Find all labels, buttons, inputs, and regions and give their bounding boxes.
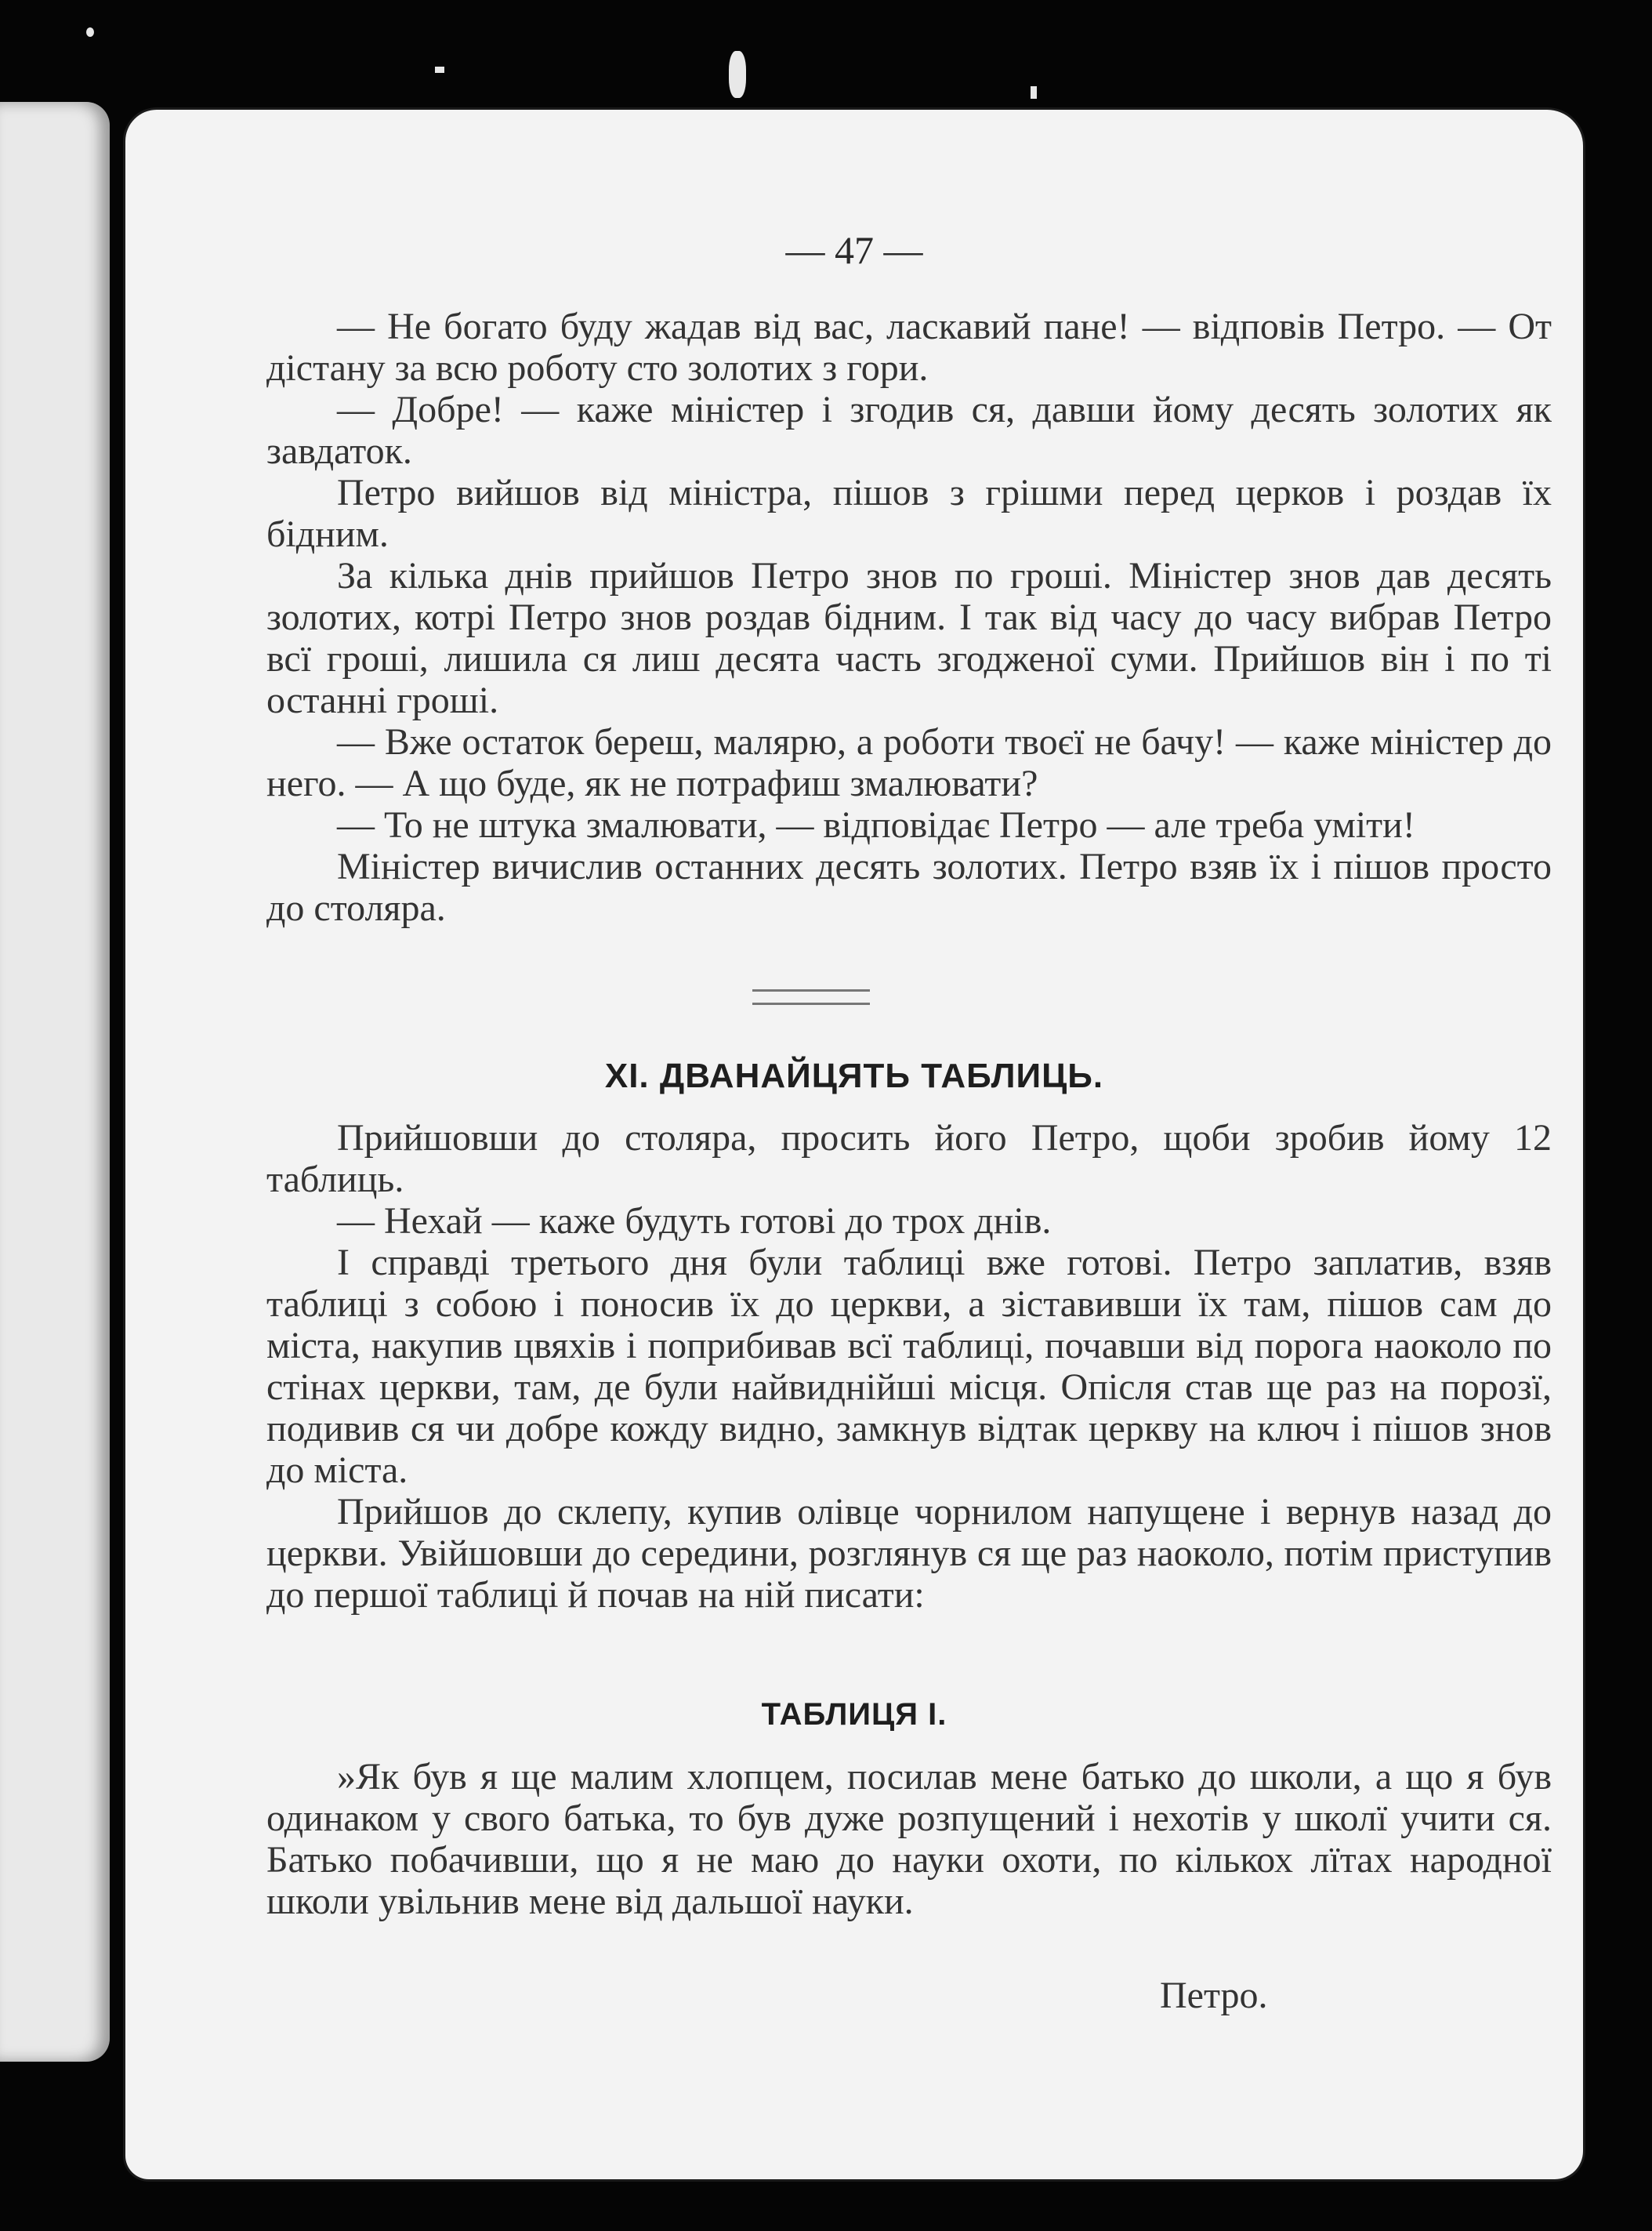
film-speck: [435, 67, 444, 73]
paragraph: — Нехай — каже будуть готові до трох днів.: [337, 1200, 1052, 1242]
paragraph: »Як був я ще малим хлопцем, посилав мене батько до школи, а що я був одинаком у свого батька, то був дуже розпущений і нехотів у школї учити ся. Батько побачивши, що я не маю до науки охоти, по кількох лїтах народної школи увільнив мене від дальшої науки.: [266, 1756, 1552, 1922]
table-title: ТАБЛИЦЯ I.: [761, 1697, 947, 1732]
paragraph: І справді третього дня були таблиці вже готові. Петро заплатив, взяв таблиці з собою і поносив їх до церкви, а зіставивши їх там, пішов сам до міста, накупив цвяхів і поприбивав всї таблиці, почавши від порога наоколо по стінах церкви, там, де були найвиднійші місця. Опісля став ще раз на порозї, подивив ся чи добре кожду видно, замкнув відтак церкву на ключ і пішов знов до міста.: [266, 1242, 1552, 1491]
paragraph: Прийшов до склепу, купив олівце чорнилом напущене і вернув назад до церкви. Увійшовши до середини, розглянув ся ще раз наоколо, потім приступив до першої таблиці й почав на ній писати:: [266, 1491, 1552, 1616]
section-divider: [752, 989, 870, 1005]
paragraph: — То не штука змалювати, — відповідає Петро — але треба уміти!: [337, 804, 1415, 846]
book-page: [125, 110, 1583, 2179]
paragraph: — Вже остаток береш, малярю, а роботи твоєї не бачу! — каже міністер до него. — А що буде, як не потрафиш змалювати?: [266, 721, 1552, 804]
paragraph: За кілька днів прийшов Петро знов по гроші. Міністер знов дав десять золотих, котрі Петро знов роздав бідним. І так від часу до часу вибрав Петро всї гроші, лишила ся лиш десята часть згодженої суми. Прийшов він і по ті останні гроші.: [266, 555, 1552, 721]
paragraph: — Не богато буду жадав від вас, ласкавий пане! — відповів Петро. — От дістану за всю роботу сто золотих з гори.: [266, 306, 1552, 389]
text-block-table: [266, 1756, 1552, 1922]
paragraph: — Добре! — каже міністер і згодив ся, давши йому десять золотих як завдаток.: [266, 389, 1552, 472]
adjacent-page-edge: [0, 102, 110, 2062]
film-speck: [729, 51, 746, 98]
page-number: — 47 —: [785, 228, 923, 272]
paragraph: Прийшовши до столяра, просить його Петро, щоби зробив йому 12 таблиць.: [266, 1117, 1552, 1200]
paragraph: Петро вийшов від міністра, пішов з грішми перед церков і роздав їх бідним.: [266, 472, 1552, 555]
chapter-title: XI. ДВАНАЙЦЯТЬ ТАБЛИЦЬ.: [604, 1057, 1104, 1095]
signature: Петро.: [1160, 1975, 1268, 2016]
text-block-top: [266, 306, 1552, 929]
text-block-chapter: [266, 1117, 1552, 1616]
film-speck: [1031, 86, 1037, 99]
film-speck: [86, 27, 94, 37]
paragraph: Міністер вичислив останних десять золотих. Петро взяв їх і пішов просто до столяра.: [266, 846, 1552, 929]
